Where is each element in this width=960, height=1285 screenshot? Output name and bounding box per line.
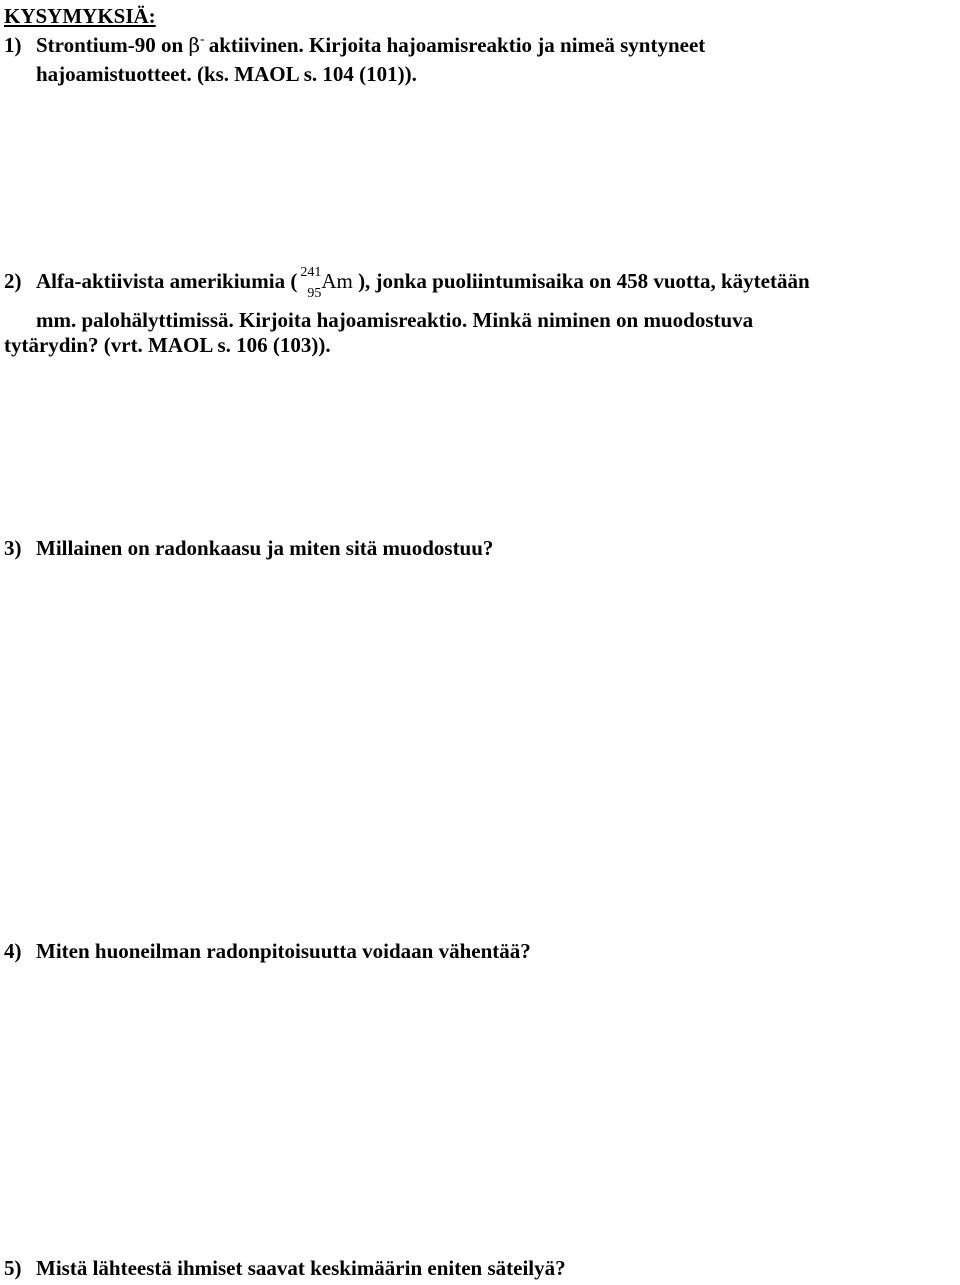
question-4-text: Miten huoneilman radonpitoisuutta voidaan vähentää? [36, 939, 531, 963]
question-5 [4, 1256, 566, 1280]
worksheet-heading: KYSYMYKSIÄ: [4, 4, 156, 28]
question-2-text-part-2: ), jonka puoliintumisaika on 458 vuotta, käytetään [358, 269, 810, 293]
element-symbol: Am [321, 269, 353, 293]
question-1-text-part-1: Strontium-90 on [36, 33, 184, 57]
question-1-line-1 [4, 33, 705, 61]
question-4 [4, 939, 531, 963]
question-2-line-2: mm. palohälyttimissä. Kirjoita hajoamisreaktio. Minkä niminen on muodostuva [36, 308, 754, 332]
question-5-text: Mistä lähteestä ihmiset saavat keskimäärin eniten säteilyä? [36, 1256, 566, 1280]
question-3-number: 3) [4, 536, 22, 560]
beta-minus-superscript: - [200, 32, 205, 47]
question-2-number: 2) [4, 269, 22, 293]
question-1-line-2: hajoamistuotteet. (ks. MAOL s. 104 (101)). [36, 62, 417, 86]
question-5-number: 5) [4, 1256, 22, 1280]
question-2-line-1 [4, 265, 810, 301]
question-2-line-3: tytärydin? (vrt. MAOL s. 106 (103)). [4, 333, 331, 357]
americium-nuclide-notation [297, 265, 322, 301]
question-1-number: 1) [4, 33, 22, 57]
question-3-text: Millainen on radonkaasu ja miten sitä muodostuu? [36, 536, 494, 560]
mass-number: 241 [300, 265, 322, 280]
question-4-number: 4) [4, 939, 22, 963]
question-3 [4, 536, 493, 560]
beta-symbol: β [188, 33, 201, 57]
question-1-text-part-2: aktiivinen. Kirjoita hajoamisreaktio ja nimeä syntyneet [208, 33, 706, 57]
question-2-text-part-1: Alfa-aktiivista amerikiumia ( [36, 269, 298, 293]
atomic-number: 95 [307, 286, 322, 301]
